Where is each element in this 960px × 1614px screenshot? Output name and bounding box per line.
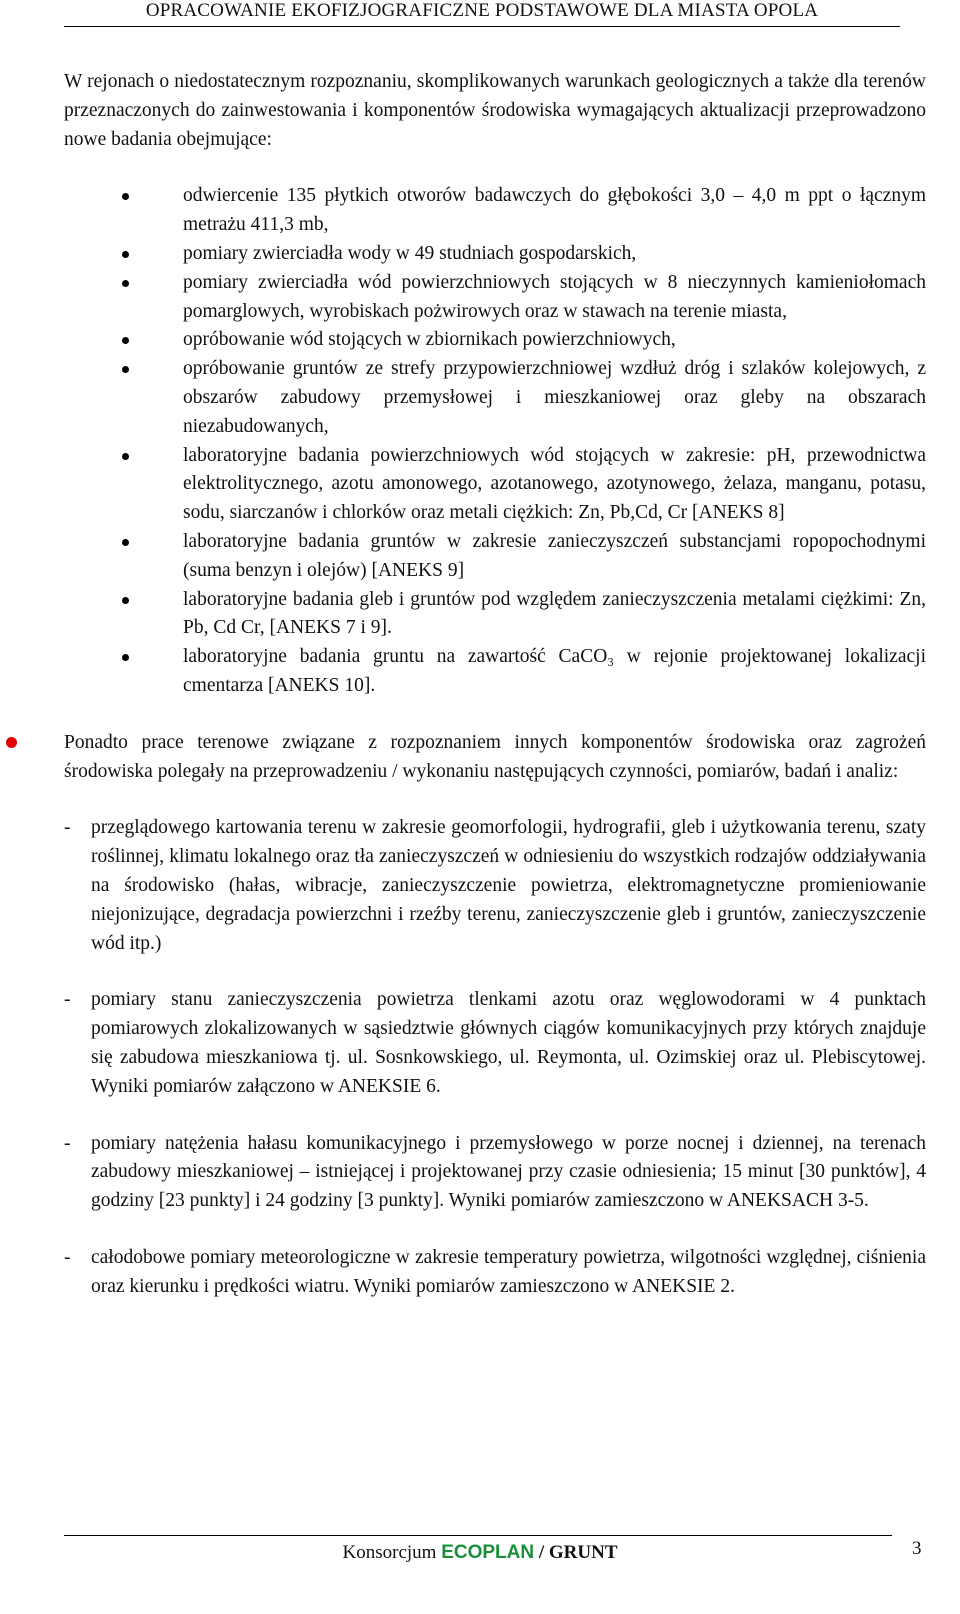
list-item: - pomiary stanu zanieczyszczenia powietrza tlenkami azotu oraz węglowodorami w 4 punktach pomiarowych zlokalizowanych w sąsiedztwie głównych ciągów komunikacyjnych przy których znajduje się zabudowa mieszkaniowa tj. ul. Sosnkowskiego, ul. Reymonta, ul. Ozimskiej oraz ul. Plebiscytowej. Wyniki pomiarów załączono w ANEKSIE 6.	[64, 986, 926, 1101]
research-list	[64, 182, 926, 700]
intro-paragraph: W rejonach o niedostatecznym rozpoznaniu, skomplikowanych warunkach geologicznych a także dla terenów przeznaczonych do zainwestowania i komponentów środowiska wymagających aktualizacji przeprowadzono nowe badania obejmujące:	[64, 71, 926, 150]
list-item: pomiary zwierciadła wód powierzchniowych stojących w 8 nieczynnych kamieniołomach pomarglowych, wyrobiskach pożwirowych oraz w stawach na terenie miasta,	[64, 269, 926, 327]
list-item: - całodobowe pomiary meteorologiczne w zakresie temperatury powietrza, wilgotności względnej, ciśnienia oraz kierunku i prędkości wiatru. Wyniki pomiarów zamieszczono w ANEKSIE 2.	[64, 1244, 926, 1302]
fieldwork-list	[64, 814, 926, 1301]
list-item: odwiercenie 135 płytkich otworów badawczych do głębokości 3,0 – 4,0 m ppt o łącznym metrażu 411,3 mb,	[64, 182, 926, 240]
list-item: pomiary zwierciadła wody w 49 studniach gospodarskich,	[64, 240, 926, 269]
document-body	[64, 68, 926, 1301]
section-fieldwork	[64, 729, 926, 1302]
page-header: OPRACOWANIE EKOFIZJOGRAFICZNE PODSTAWOWE DLA MIASTA OPOLA	[64, 0, 900, 27]
page-footer	[0, 1542, 960, 1564]
list-item: - pomiary natężenia hałasu komunikacyjnego i przemysłowego w porze nocnej i dziennej, na terenach zabudowy mieszkaniowej – istniejącej i projektowanej przy czasie odniesienia; 15 minut [30 punktów], 4 godziny [23 punkty] i 24 godziny [3 punkty]. Wyniki pomiarów zamieszczono w ANEKSACH 3-5.	[64, 1130, 926, 1216]
footer-divider	[64, 1535, 892, 1536]
list-item: opróbowanie wód stojących w zbiornikach powierzchniowych,	[64, 326, 926, 355]
list-item: - przeglądowego kartowania terenu w zakresie geomorfologii, hydrografii, gleb i użytkowania terenu, szaty roślinnej, klimatu lokalnego oraz tła zanieczyszczeń w odniesieniu do wszystkich rodzajów oddziaływania na środowisko (hałas, wibracje, zanieczyszczenie powietrza, elektromagnetyczne promieniowanie niejonizujące, degradacja powierzchni i rzeźby terenu, zanieczyszczenie gleb i gruntów, zanieczyszczenie wód itp.)	[64, 814, 926, 958]
list-item: opróbowanie gruntów ze strefy przypowierzchniowej wzdłuż dróg i szlaków kolejowych, z obszarów zabudowy przemysłowej i mieszkaniowej oraz gleby na obszarach niezabudowanych,	[64, 355, 926, 441]
fieldwork-lead: Ponadto prace terenowe związane z rozpoznaniem innych komponentów środowiska oraz zagrożeń środowiska polegały na przeprowadzeniu / wykonaniu następujących czynności, pomiarów, badań i analiz:	[64, 731, 926, 782]
list-item: laboratoryjne badania gruntów w zakresie zanieczyszczeń substancjami ropopochodnymi (suma benzyn i olejów) [ANEKS 9]	[64, 528, 926, 586]
footer-suffix: / GRUNT	[538, 1542, 618, 1563]
list-item: laboratoryjne badania gleb i gruntów pod względem zanieczyszczenia metalami ciężkimi: Zn, Pb, Cd Cr, [ANEKS 7 i 9].	[64, 586, 926, 644]
footer-brand: ECOPLAN	[441, 1542, 535, 1563]
footer-prefix: Konsorcjum	[342, 1542, 437, 1563]
page-number: 3	[912, 1538, 922, 1559]
red-bullet-icon	[6, 737, 17, 748]
list-item: laboratoryjne badania gruntu na zawartość CaCO₃ w rejonie projektowanej lokalizacji cmentarza [ANEKS 10].	[64, 643, 926, 701]
list-item: laboratoryjne badania powierzchniowych wód stojących w zakresie: pH, przewodnictwa elektrolitycznego, azotu amonowego, azotanowego, azotynowego, żelaza, manganu, potasu, sodu, siarczanów i chlorków oraz metali ciężkich: Zn, Pb,Cd, Cr [ANEKS 8]	[64, 442, 926, 528]
